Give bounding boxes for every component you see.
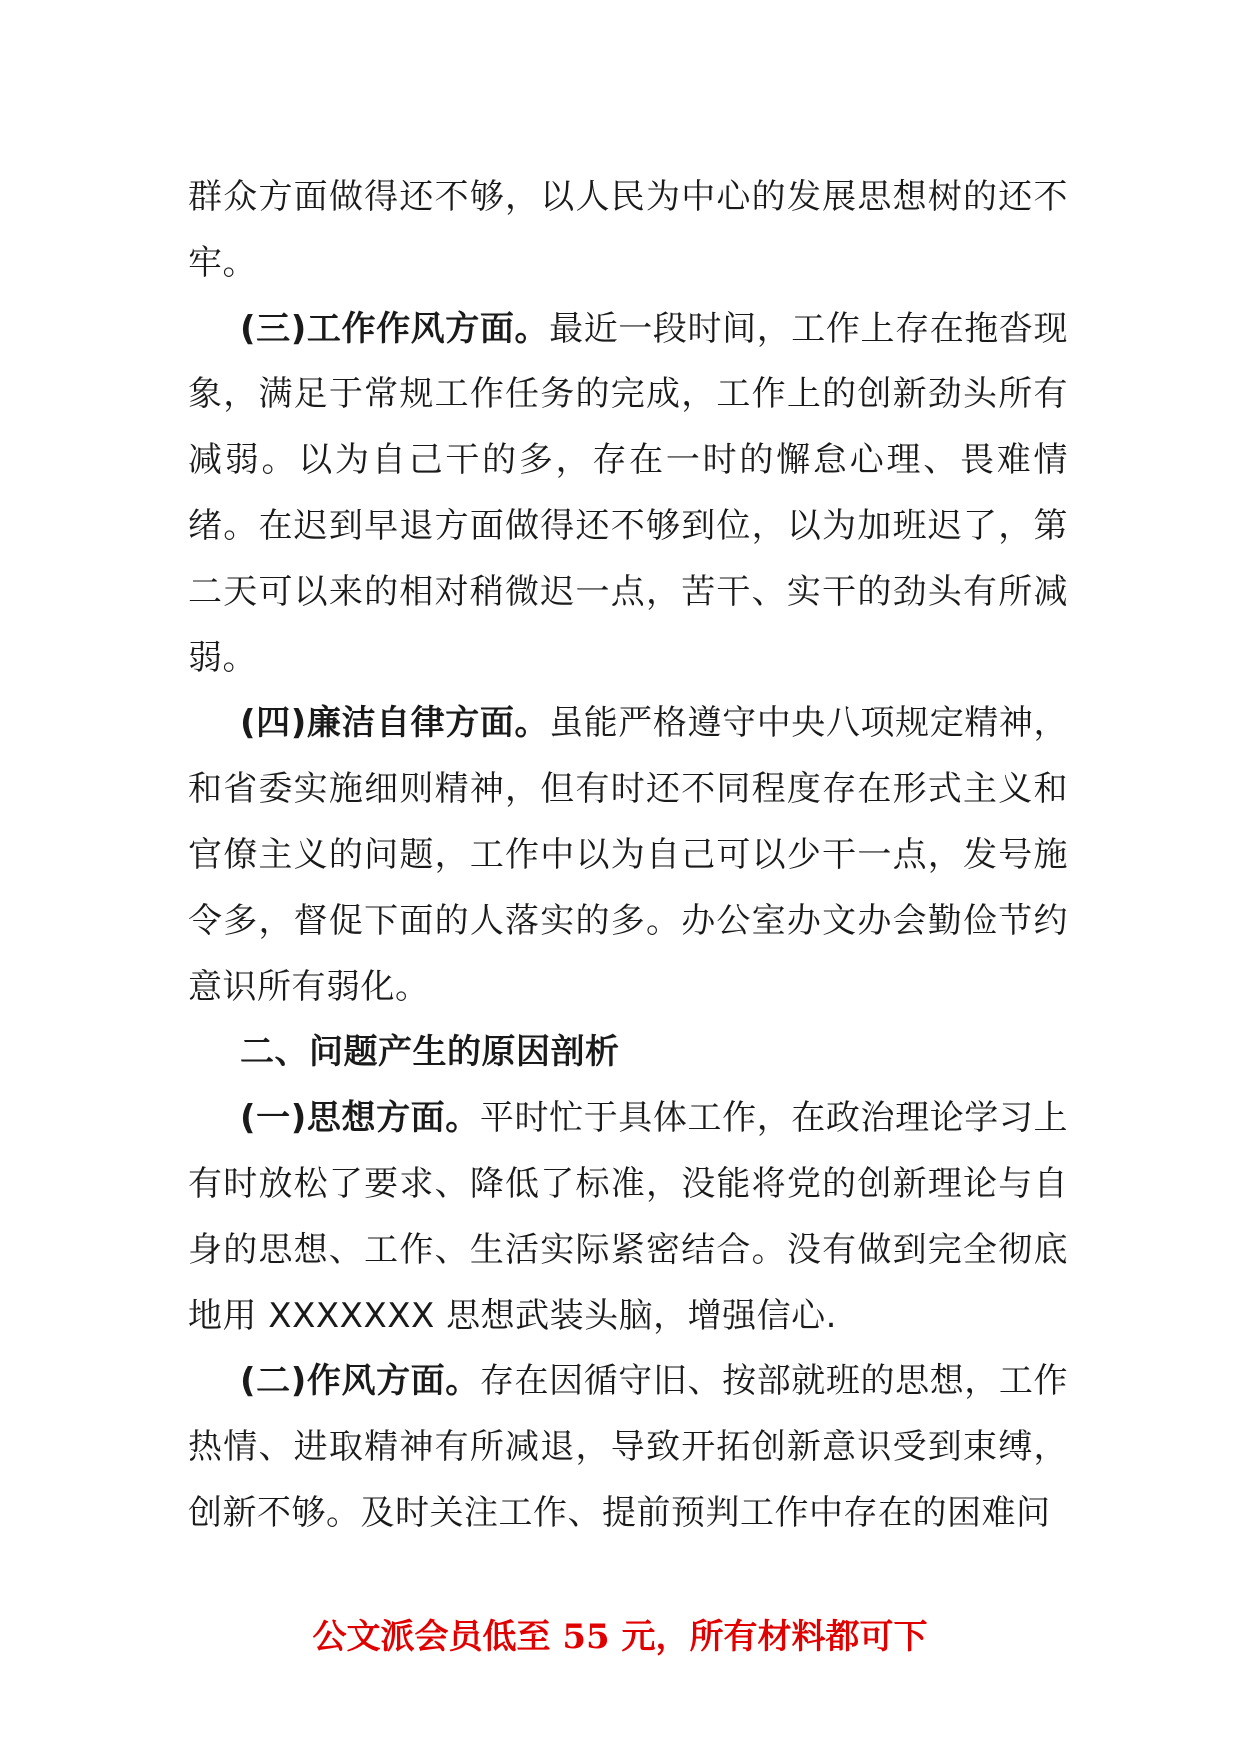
chapter-heading [188, 1020, 1068, 1086]
paragraph-continuation [188, 165, 1068, 297]
section-heading: (四)廉洁自律方面。 [240, 703, 550, 744]
paragraph-text: 最近一段时间，工作上存在拖沓现象，满足于常规工作任务的完成，工作上的创新劲头所有减弱。以为自己干的多，存在一时的懈怠心理、畏难情绪。在迟到早退方面做得还不够到位，以为加班迟了，第二天可以来的相对稍微迟一点，苦干、实干的劲头有所减弱。 [188, 308, 1069, 678]
paragraph-integrity [188, 691, 1068, 1020]
promo-footer: 公文派会员低至 55 元，所有材料都可下 [312, 1617, 928, 1657]
paragraph-text: 存在因循守旧、按部就班的思想，工作热情、进取精神有所减退，导致开拓创新意识受到束缚，创新不够。及时关注工作、提前预判工作中存在的困难问 [188, 1361, 1069, 1533]
paragraph-style [188, 1349, 1068, 1546]
paragraph-text: 平时忙于具体工作，在政治理论学习上有时放松了要求、降低了标准，没能将党的创新理论与自身的思想、工作、生活实际紧密结合。没有做到完全彻底地用 XXXXXXX 思想武装头脑，增强信心. [188, 1098, 1069, 1336]
paragraph-ideology [188, 1086, 1068, 1349]
document-body [188, 165, 1068, 1547]
paragraph-text: 群众方面做得还不够，以人民为中心的发展思想树的还不牢。 [188, 177, 1068, 283]
section-heading: (二)作风方面。 [240, 1361, 480, 1402]
chapter-heading-text: 二、问题产生的原因剖析 [240, 1032, 620, 1073]
paragraph-text: 虽能严格遵守中央八项规定精神，和省委实施细则精神，但有时还不同程度存在形式主义和官僚主义的问题，工作中以为自己可以少干一点，发号施令多，督促下面的人落实的多。办公室办文办会勤俭节约意识所有弱化。 [188, 703, 1069, 1007]
section-heading: (三)工作作风方面。 [240, 308, 550, 349]
paragraph-work-style [188, 297, 1068, 692]
section-heading: (一)思想方面。 [240, 1098, 480, 1139]
